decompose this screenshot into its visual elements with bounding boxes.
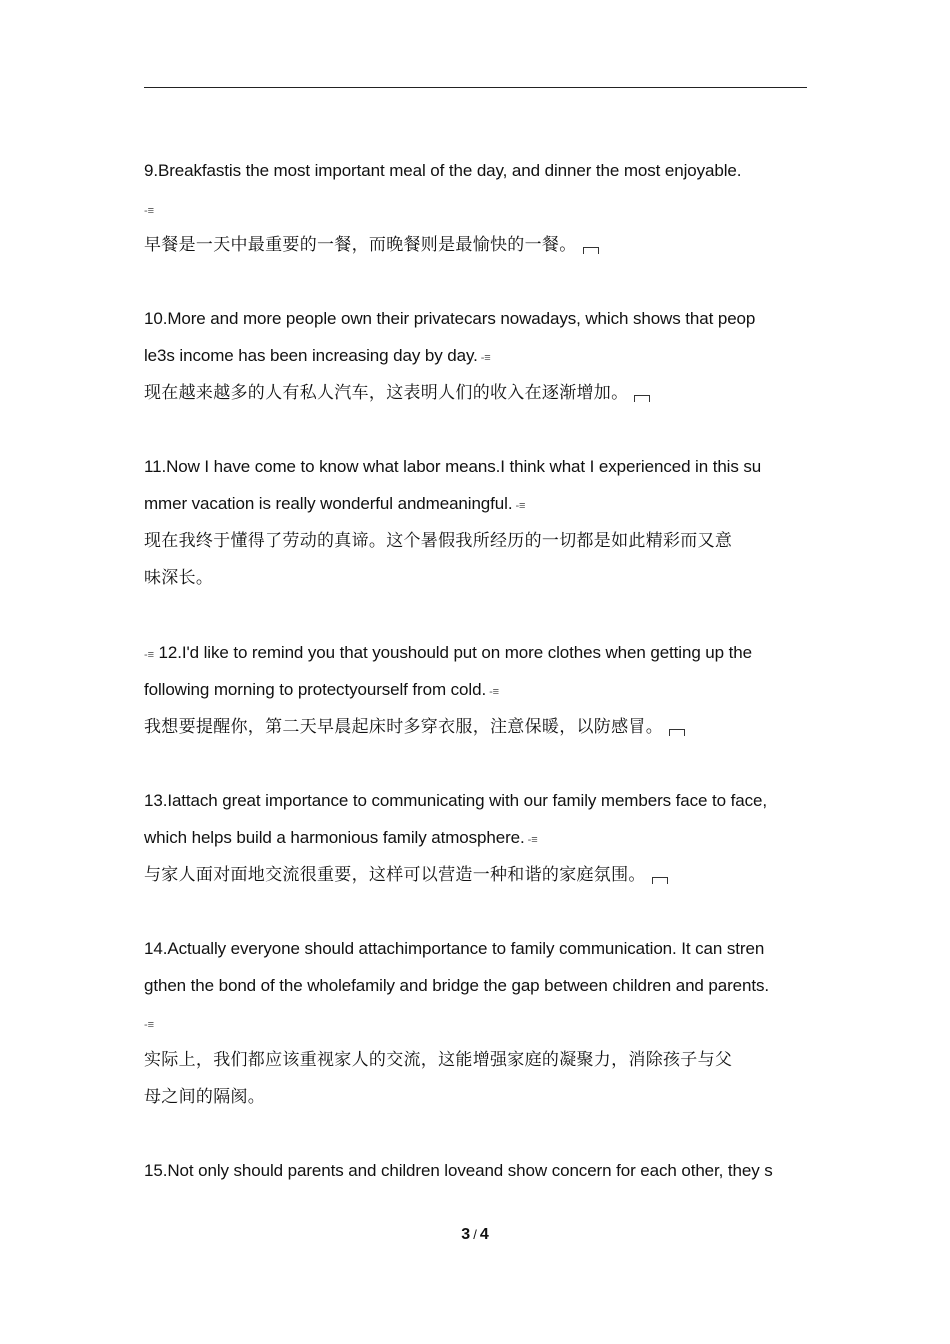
text-line: 味深长。 <box>144 568 214 588</box>
paragraph-mark-icon: -≡ <box>144 649 154 661</box>
page-number <box>0 1226 950 1244</box>
paragraph-mark-icon: -≡ <box>527 834 538 846</box>
paragraph-mark-icon: -≡ <box>480 352 491 364</box>
text-line: 11.Now I have come to know what labor means.I think what I experienced in this su <box>144 457 762 476</box>
page-total: 4 <box>479 1226 489 1243</box>
paragraph-mark-icon: -≡ <box>144 1019 154 1031</box>
text-line: 实际上，我们都应该重视家人的交流，这能增强家庭的凝聚力，消除孩子与父 <box>144 1050 733 1070</box>
text-line: -≡ 12.I'd like to remind you that youshould put on more clothes when getting up the <box>144 643 752 662</box>
text-line <box>144 1012 154 1036</box>
text-line: 我想要提醒你，第二天早晨起床时多穿衣服，注意保暖，以防感冒。 <box>144 716 685 738</box>
line-break-mark-icon <box>652 877 668 884</box>
header-rule <box>144 87 807 88</box>
text-line: 现在越来越多的人有私人汽车，这表明人们的收入在逐渐增加。 <box>144 382 650 404</box>
paragraph-mark-icon: -≡ <box>515 500 526 512</box>
text-line: which helps build a harmonious family atmosphere. -≡ <box>144 828 538 847</box>
text-line: 现在我终于懂得了劳动的真谛。这个暑假我所经历的一切都是如此精彩而又意 <box>144 531 733 551</box>
text-line: following morning to protectyourself from cold. -≡ <box>144 680 499 699</box>
text-line: 10.More and more people own their privatecars nowadays, which shows that peop <box>144 309 756 328</box>
paragraph-mark-icon: -≡ <box>144 205 154 217</box>
text-line: 14.Actually everyone should attachimportance to family communication. It can stren <box>144 939 765 958</box>
text-line: gthen the bond of the wholefamily and bridge the gap between children and parents. <box>144 976 770 995</box>
text-line: 与家人面对面地交流很重要，这样可以营造一种和谐的家庭氛围。 <box>144 864 668 886</box>
text-line <box>144 198 154 222</box>
paragraph-mark-icon: -≡ <box>489 686 499 698</box>
text-line: mmer vacation is really wonderful andmeaningful. -≡ <box>144 494 526 513</box>
page-current: 3 <box>461 1226 471 1243</box>
line-break-mark-icon <box>669 729 685 736</box>
page-separator: / <box>473 1227 477 1242</box>
text-line: 15.Not only should parents and children loveand show concern for each other, they s <box>144 1161 773 1180</box>
text-line: 早餐是一天中最重要的一餐，而晚餐则是最愉快的一餐。 <box>144 234 599 256</box>
text-line: 13.Iattach great importance to communicating with our family members face to face, <box>144 791 767 810</box>
line-break-mark-icon <box>583 247 599 254</box>
text-line: le3s income has been increasing day by day. -≡ <box>144 346 491 365</box>
line-break-mark-icon <box>634 395 650 402</box>
text-line: 9.Breakfastis the most important meal of the day, and dinner the most enjoyable. <box>144 161 742 180</box>
text-line: 母之间的隔阂。 <box>144 1087 266 1107</box>
